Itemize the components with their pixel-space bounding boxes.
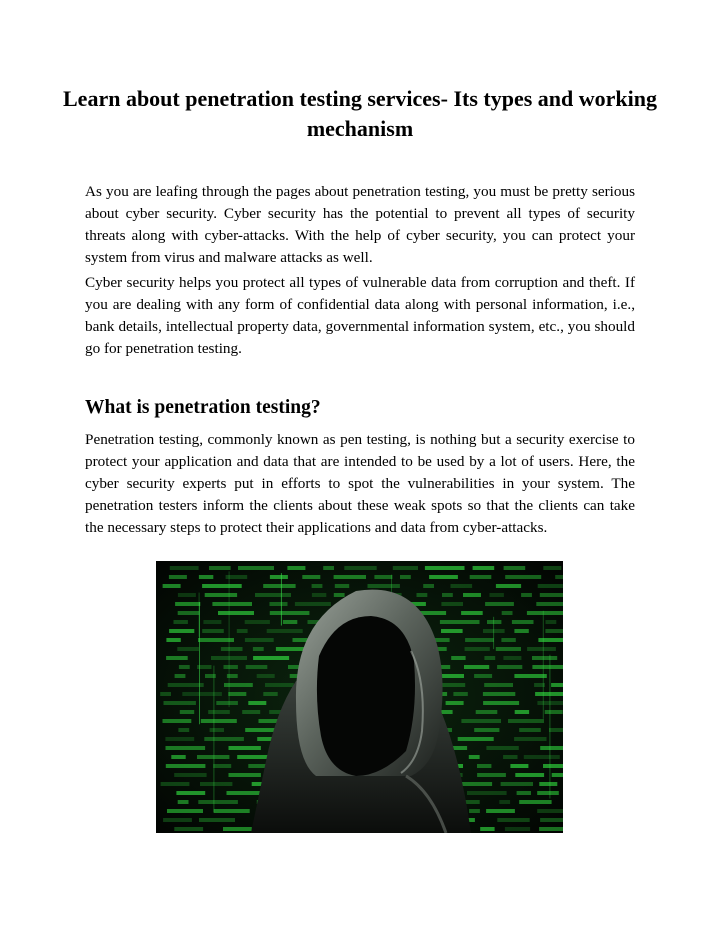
document-title: Learn about penetration testing services- Its types and working mechanism [63,86,657,141]
section-paragraph: Penetration testing, commonly known as pen testing, is nothing but a security exercise to protect your application and data that are intended to be used by a lot of users. Here, the cyber security experts put in efforts to spot the vulnerabilities in your system. The penetration testers inform the clients about these weak spots so that the clients can take the necessary steps to protect their applications and data from cyber-attacks. [85,431,635,536]
section-heading: What is penetration testing? [85,397,321,418]
hooded-hacker-image [156,561,563,833]
intro-paragraph-1: As you are leafing through the pages about penetration testing, you must be pretty serious about cyber security. Cyber security has the potential to prevent all types of security threats along with cyber-attacks. With the help of cyber security, you can protect your system from virus and malware attacks as well. [85,183,635,266]
hooded-hacker-illustration [156,561,563,833]
intro-paragraph-2: Cyber security helps you protect all types of vulnerable data from corruption and theft. If you are dealing with any form of confidential data along with personal information, i.e., bank details, intellectual property data, governmental information system, etc., you should go for penetration testing. [85,274,635,357]
